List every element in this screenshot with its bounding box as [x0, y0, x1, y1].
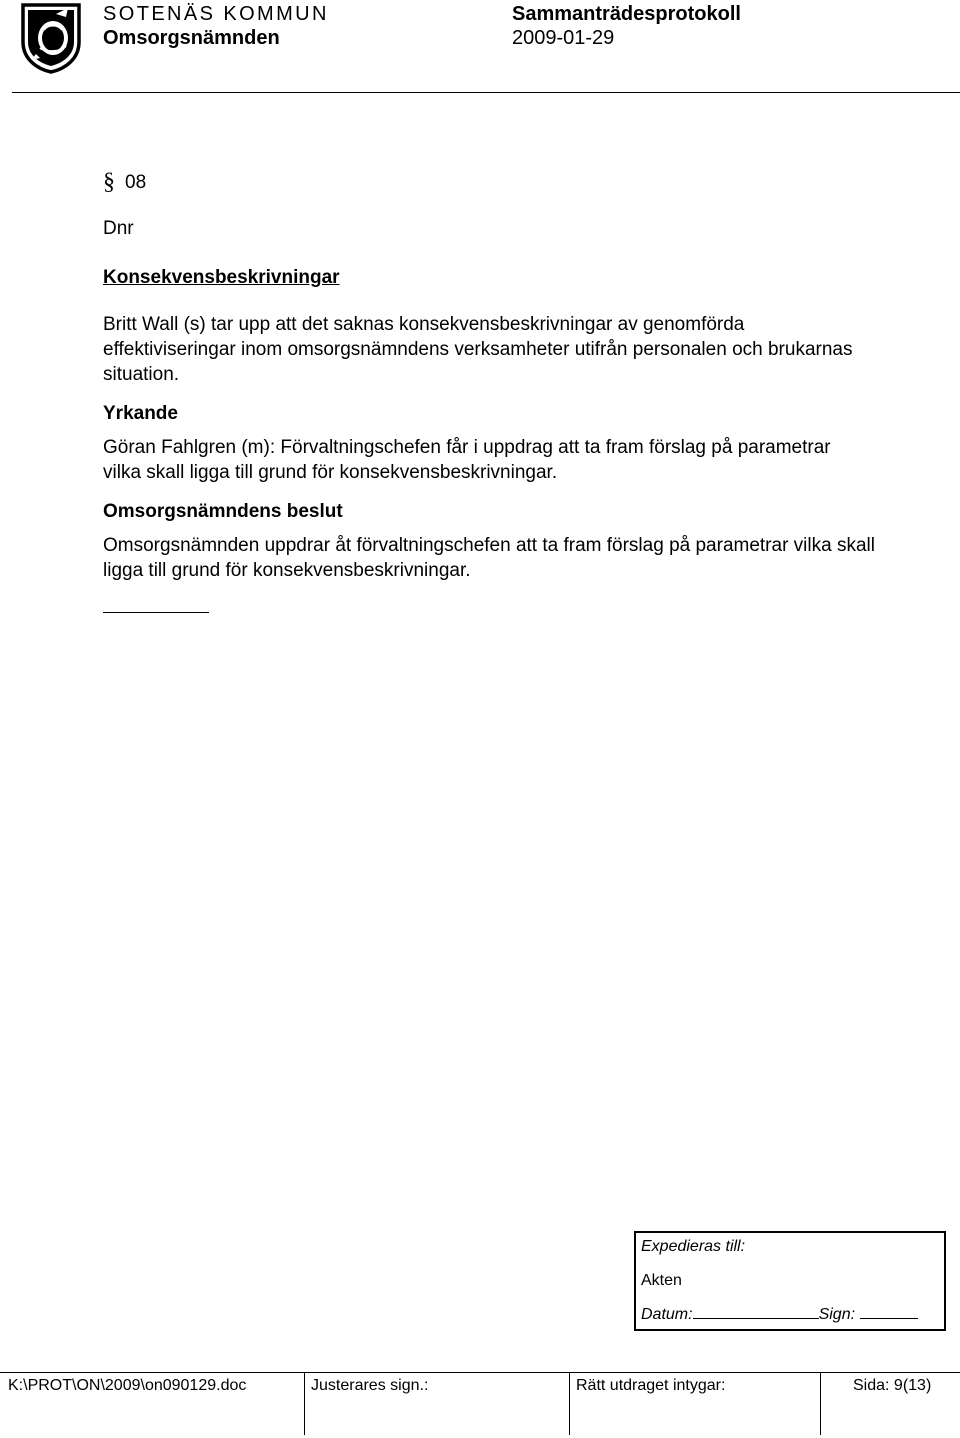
decision-paragraph: Omsorgsnämnden uppdrar åt förvaltningschefen att ta fram förslag på parametrar vilka skall ligga till grund för konsekvensbeskrivningar. — [103, 535, 875, 581]
footer-separator — [569, 1373, 570, 1435]
footer-divider — [0, 1372, 960, 1373]
department-name: Omsorgsnämnden — [103, 27, 280, 49]
footer-certified: Rätt utdraget intygar: — [576, 1377, 726, 1394]
footer-separator — [304, 1373, 305, 1435]
footer-page-number: Sida: 9(13) — [853, 1377, 932, 1394]
expedition-box — [634, 1231, 946, 1331]
intro-paragraph: Britt Wall (s) tar upp att det saknas konsekvensbeskrivningar av genomförda effektiviseringar inom omsorgsnämndens verksamheter utifrån personalen och brukarnas situation. — [103, 314, 853, 385]
date-label: Datum: — [641, 1306, 693, 1323]
document-type: Sammanträdesprotokoll — [512, 3, 741, 25]
organization-name: SOTENÄS KOMMUN — [103, 3, 329, 25]
header-divider — [12, 92, 960, 93]
section-title: Konsekvensbeskrivningar — [103, 267, 340, 288]
footer-adjuster-sign: Justerares sign.: — [311, 1377, 429, 1394]
expedition-title: Expedieras till: — [641, 1238, 746, 1255]
paragraph-number: 08 — [125, 171, 147, 193]
sotenas-coat-of-arms-icon — [20, 2, 82, 74]
expedition-recipient: Akten — [641, 1272, 682, 1289]
section-sign-icon: § — [103, 168, 115, 195]
sign-blank — [860, 1304, 918, 1319]
footer-separator — [820, 1373, 821, 1435]
date-blank — [693, 1304, 819, 1319]
footer-file-path: K:\PROT\ON\2009\on090129.doc — [8, 1377, 247, 1394]
expedition-sign-row — [641, 1304, 918, 1326]
paragraph-number-row — [103, 168, 903, 196]
protocol-section — [103, 168, 903, 613]
dnr-label: Dnr — [103, 218, 134, 239]
proposal-paragraph: Göran Fahlgren (m): Förvaltningschefen får i uppdrag att ta fram förslag på parametrar vilka skall ligga till grund för konsekvensbeskrivningar. — [103, 437, 831, 483]
proposal-heading: Yrkande — [103, 403, 178, 424]
section-end-divider — [103, 612, 209, 613]
decision-heading: Omsorgsnämndens beslut — [103, 501, 343, 522]
document-date: 2009-01-29 — [512, 27, 615, 49]
sign-label: Sign: — [818, 1306, 856, 1323]
